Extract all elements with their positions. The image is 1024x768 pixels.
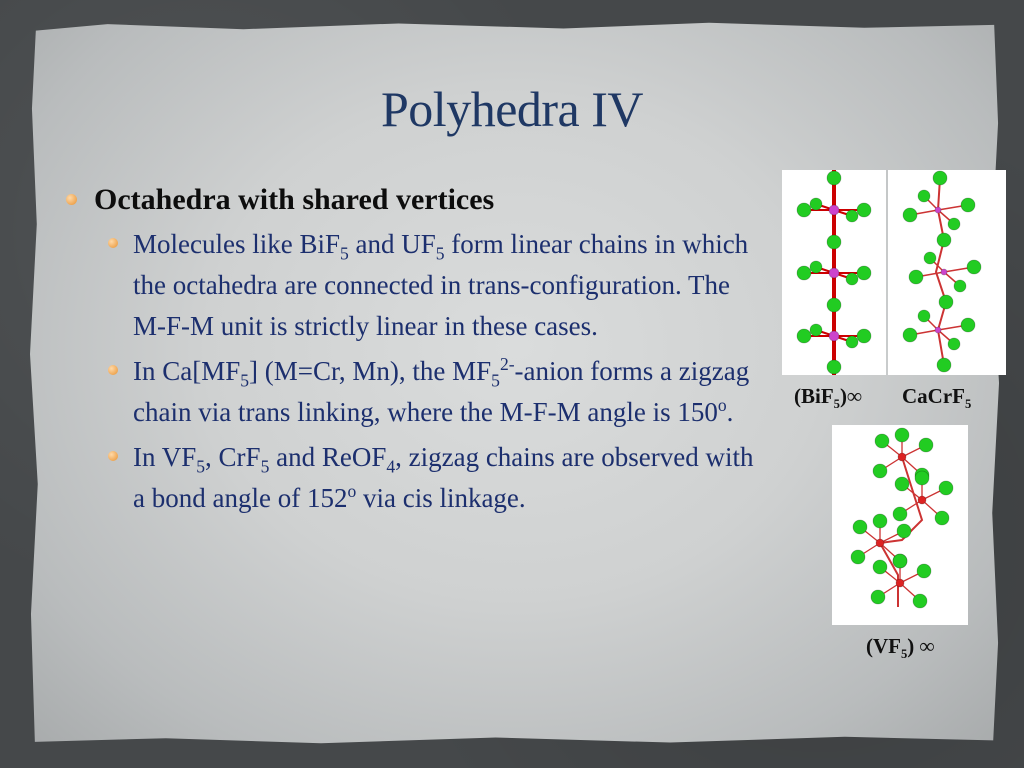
cacrf5-caption: CaCrF$_5$ <box>902 384 972 412</box>
bullet-dot <box>108 238 118 248</box>
fluorine-atom <box>913 594 927 608</box>
chromium-atom <box>935 327 941 333</box>
fluorine-atom <box>924 252 936 264</box>
fluorine-atom <box>797 329 811 343</box>
fluorine-atom <box>961 318 975 332</box>
fluorine-atom <box>846 210 858 222</box>
fluorine-atom <box>895 477 909 491</box>
fluorine-atom <box>857 329 871 343</box>
fluorine-atom <box>851 550 865 564</box>
bif5-caption: (BiF$_5$)∞ <box>794 384 862 412</box>
fluorine-atom <box>810 261 822 273</box>
slide-title: Polyhedra IV <box>381 81 643 137</box>
vanadium-atom <box>876 539 884 547</box>
fluorine-atom <box>875 434 889 448</box>
fluorine-atom <box>935 511 949 525</box>
fluorine-atom <box>893 507 907 521</box>
bullet-dot <box>66 194 77 205</box>
fluorine-atom <box>918 190 930 202</box>
vanadium-atom <box>918 496 926 504</box>
fluorine-atom <box>895 428 909 442</box>
bif5-chain-diagram <box>782 170 886 375</box>
sub-bullet-text: In $VF_5$, CrF$_5$ and ReOF$_4$, zigzag chains are observed with a bond angle of 152$^o$ via cis linkage. <box>133 442 754 513</box>
fluorine-atom <box>917 564 931 578</box>
heading-text: Octahedra with shared vertices <box>94 183 495 216</box>
bullet-dot <box>108 365 118 375</box>
fluorine-atom <box>827 171 841 185</box>
heading-bullet <box>64 180 764 220</box>
fluorine-atom <box>937 358 951 372</box>
fluorine-atom <box>873 464 887 478</box>
fluorine-atom <box>827 360 841 374</box>
vf5-caption: $(VF_5)$ ∞ <box>866 634 935 662</box>
fluorine-atom <box>909 270 923 284</box>
fluorine-atom <box>810 198 822 210</box>
chromium-atom <box>935 207 941 213</box>
bismuth-atom <box>829 331 839 341</box>
vf5-chain-diagram <box>832 425 968 625</box>
bif5-structure-image <box>782 170 886 375</box>
bullet-dot <box>108 451 118 461</box>
fluorine-atom <box>948 218 960 230</box>
fluorine-atom <box>853 520 867 534</box>
vf5-structure-image <box>832 425 968 625</box>
sub-bullet-text: In $Ca[MF_5]$ (M=Cr, Mn), the $MF_5^{2-}$-anion forms a zigzag chain via trans linking, where the M-F-M angle is 150$^o$. <box>133 354 750 427</box>
fluorine-atom <box>915 471 929 485</box>
vanadium-atom <box>896 579 904 587</box>
fluorine-atom <box>871 590 885 604</box>
sub-bullet-2 <box>64 351 764 433</box>
fluorine-atom <box>919 438 933 452</box>
fluorine-atom <box>873 560 887 574</box>
fluorine-atom <box>948 338 960 350</box>
fluorine-atom <box>939 295 953 309</box>
fluorine-atom <box>873 514 887 528</box>
bismuth-atom <box>829 205 839 215</box>
chromium-atom <box>941 269 947 275</box>
bismuth-atom <box>829 268 839 278</box>
fluorine-atom <box>954 280 966 292</box>
fluorine-atom <box>857 266 871 280</box>
fluorine-atom <box>939 481 953 495</box>
fluorine-atom <box>846 336 858 348</box>
vanadium-atom <box>898 453 906 461</box>
fluorine-atom <box>893 554 907 568</box>
fluorine-atom <box>897 524 911 538</box>
fluorine-atom <box>810 324 822 336</box>
fluorine-atom <box>797 203 811 217</box>
fluorine-atom <box>797 266 811 280</box>
fluorine-atom <box>827 235 841 249</box>
sub-bullet-text: Molecules like BiF$_5$ and $UF_5$ form linear chains in which the octahedra are connected in trans-configuration. The M-F-M unit is strictly linear in these cases. <box>133 229 749 341</box>
sub-bullet-1 <box>64 224 764 347</box>
fluorine-atom <box>918 310 930 322</box>
fluorine-atom <box>967 260 981 274</box>
fluorine-atom <box>961 198 975 212</box>
slide-content <box>64 180 764 523</box>
fluorine-atom <box>903 328 917 342</box>
fluorine-atom <box>846 273 858 285</box>
fluorine-atom <box>937 233 951 247</box>
fluorine-atom <box>857 203 871 217</box>
cacrf5-structure-image <box>888 170 1006 375</box>
fluorine-atom <box>827 298 841 312</box>
fluorine-atom <box>903 208 917 222</box>
cacrf5-chain-diagram <box>888 170 1006 375</box>
fluorine-atom <box>933 171 947 185</box>
sub-bullet-list <box>64 224 764 519</box>
sub-bullet-3 <box>64 437 764 519</box>
